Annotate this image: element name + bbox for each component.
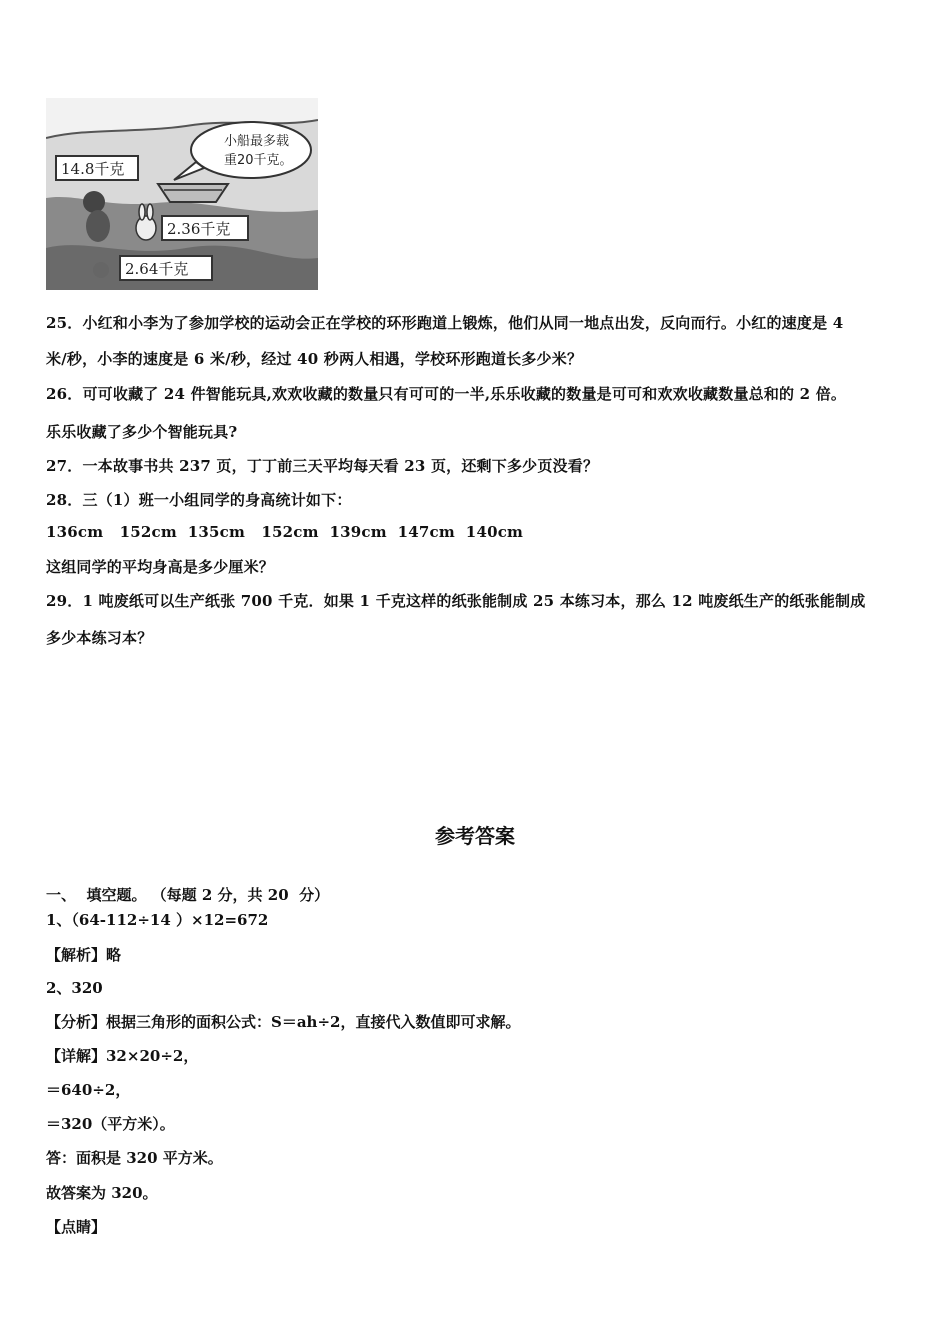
- answer-2-comment: 【点睛】: [46, 1218, 107, 1236]
- answer-2-detail: 【详解】32×20÷2，: [46, 1047, 199, 1065]
- question-25-line-1: 25．小红和小李为了参加学校的运动会正在学校的环形跑道上锻炼，他们从同一地点出发，反向而行。小红的速度是 4: [46, 314, 844, 332]
- question-28-line-1: 28．三（1）班一小组同学的身高统计如下：: [46, 491, 352, 509]
- question-26-line-2: 乐乐收藏了多少个智能玩具?: [46, 423, 238, 441]
- question-28-line-3: 这组同学的平均身高是多少厘米？: [46, 558, 275, 576]
- answer-2-step-2: ＝320（平方米）。: [46, 1115, 175, 1133]
- question-26-line-1: 26．可可收藏了 24 件智能玩具,欢欢收藏的数量只有可可的一半,乐乐收藏的数量是可可和欢欢收藏数量总和的 2 倍。: [46, 385, 847, 403]
- answer-2-step-1: ＝640÷2，: [46, 1081, 131, 1099]
- weight-text-2: 2.36千克: [167, 220, 231, 238]
- boat-weights-illustration: [46, 98, 318, 290]
- answer-2-analysis: 【分析】根据三角形的面积公式：S＝ah÷2，直接代入数值即可求解。: [46, 1013, 521, 1031]
- question-28-heights: 136cm 152cm 135cm 152cm 139cm 147cm 140cm: [46, 523, 524, 541]
- question-27: 27．一本故事书共 237 页，丁丁前三天平均每天看 23 页，还剩下多少页没看？: [46, 457, 599, 475]
- speech-line-2: 重20千克。: [224, 153, 293, 168]
- weight-label-1: [56, 156, 138, 180]
- weight-text-1: 14.8千克: [61, 160, 125, 178]
- speech-line-1: 小船最多载: [224, 134, 290, 149]
- answer-1: 1、（64-112÷14 ）×12=672: [46, 911, 269, 929]
- weight-text-3: 2.64千克: [125, 260, 189, 278]
- answers-title: 参考答案: [435, 824, 515, 848]
- answer-1-analysis: 【解析】略: [46, 946, 122, 964]
- weight-label-2: [162, 216, 248, 240]
- weight-label-3: [120, 256, 212, 280]
- question-29-line-2: 多少本练习本？: [46, 629, 153, 647]
- question-29-line-1: 29．1 吨废纸可以生产纸张 700 千克．如果 1 千克这样的纸张能制成 25 本练习本，那么 12 吨废纸生产的纸张能制成: [46, 592, 866, 610]
- answer-2: 2、320: [46, 979, 103, 997]
- answer-2-final: 故答案为 320。: [46, 1184, 158, 1202]
- answers-section-heading: 一、 填空题。 （每题 2 分，共 20 分）: [46, 886, 330, 904]
- question-25-line-2: 米/秒，小李的速度是 6 米/秒，经过 40 秒两人相遇，学校环形跑道长多少米？: [46, 350, 583, 368]
- boat-icon: [158, 184, 228, 202]
- answer-2-statement: 答：面积是 320 平方米。: [46, 1149, 223, 1167]
